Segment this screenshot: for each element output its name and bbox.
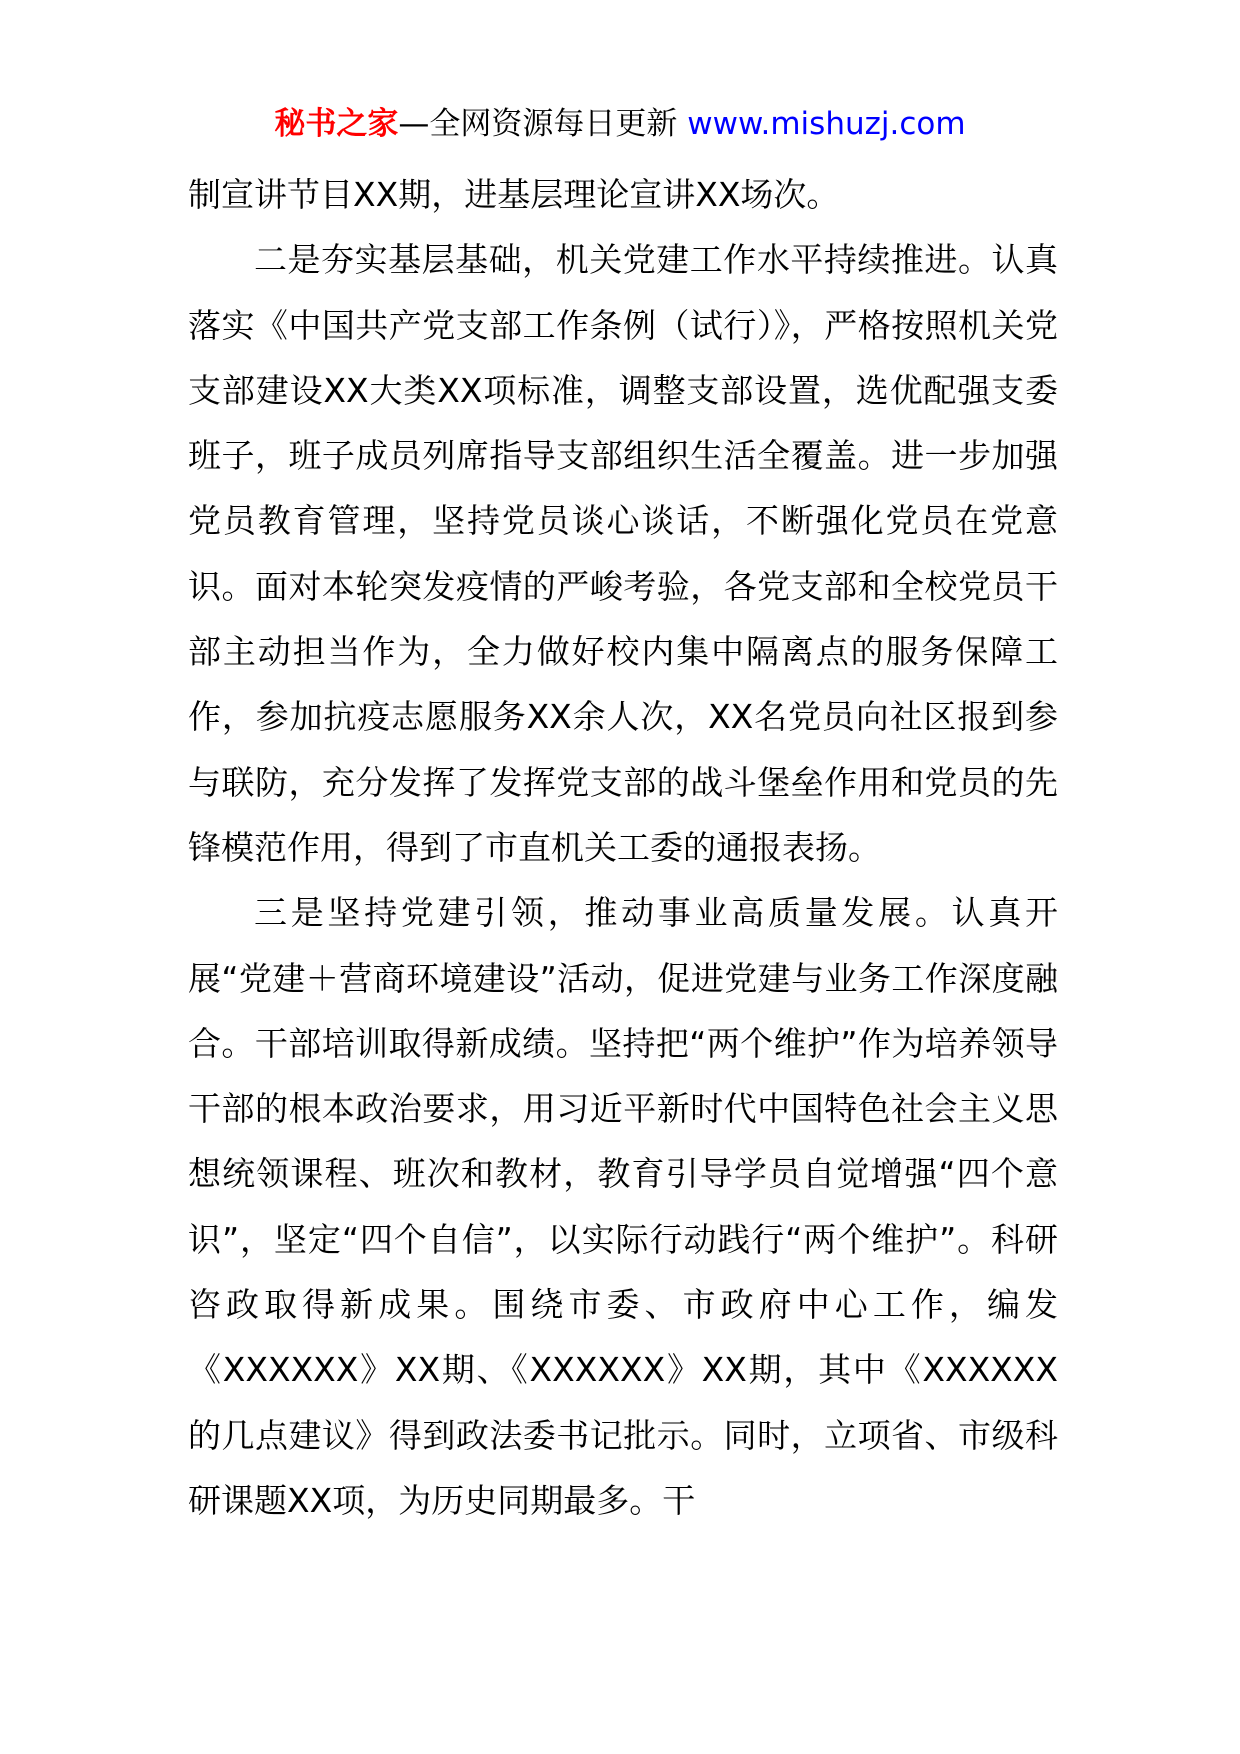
- paragraph-grassroots-foundation: 二是夯实基层基础，机关党建工作水平持续推进。认真落实《中国共产党支部工作条例（试行）》，严格按照机关党支部建设XX大类XX项标准，调整支部设置，选优配强支委班子，班子成员列席指导支部组织生活全覆盖。进一步加强党员教育管理，坚持党员谈心谈话，不断强化党员在党意识。面对本轮突发疫情的严峻考验，各党支部和全校党员干部主动担当作为，全力做好校内集中隔离点的服务保障工作，参加抗疫志愿服务XX余人次，XX名党员向社区报到参与联防，充分发挥了发挥党支部的战斗堡垒作用和党员的先锋模范作用，得到了市直机关工委的通报表扬。: [188, 240, 1058, 867]
- paragraph-continuation: 制宣讲节目XX期，进基层理论宣讲XX场次。: [188, 175, 840, 214]
- document-body: [188, 162, 1058, 1533]
- site-tagline: —全网资源每日更新: [398, 106, 678, 142]
- paragraph-party-building-leadership: 三是坚持党建引领，推动事业高质量发展。认真开展“党建＋营商环境建设”活动，促进党建与业务工作深度融合。干部培训取得新成绩。坚持把“两个维护”作为培养领导干部的根本政治要求，用习近平新时代中国特色社会主义思想统领课程、班次和教材，教育引导学员自觉增强“四个意识”，坚定“四个自信”，以实际行动践行“两个维护”。科研咨政取得新成果。围绕市委、市政府中心工作，编发《XXXXXX》XX期、《XXXXXX》XX期，其中《XXXXXX的几点建议》得到政法委书记批示。同时，立项省、市级科研课题XX项，为历史同期最多。干: [188, 893, 1058, 1520]
- site-url-link[interactable]: www.mishuzj.com: [687, 106, 966, 142]
- page-header: [0, 102, 1240, 146]
- site-brand: 秘书之家: [274, 106, 399, 142]
